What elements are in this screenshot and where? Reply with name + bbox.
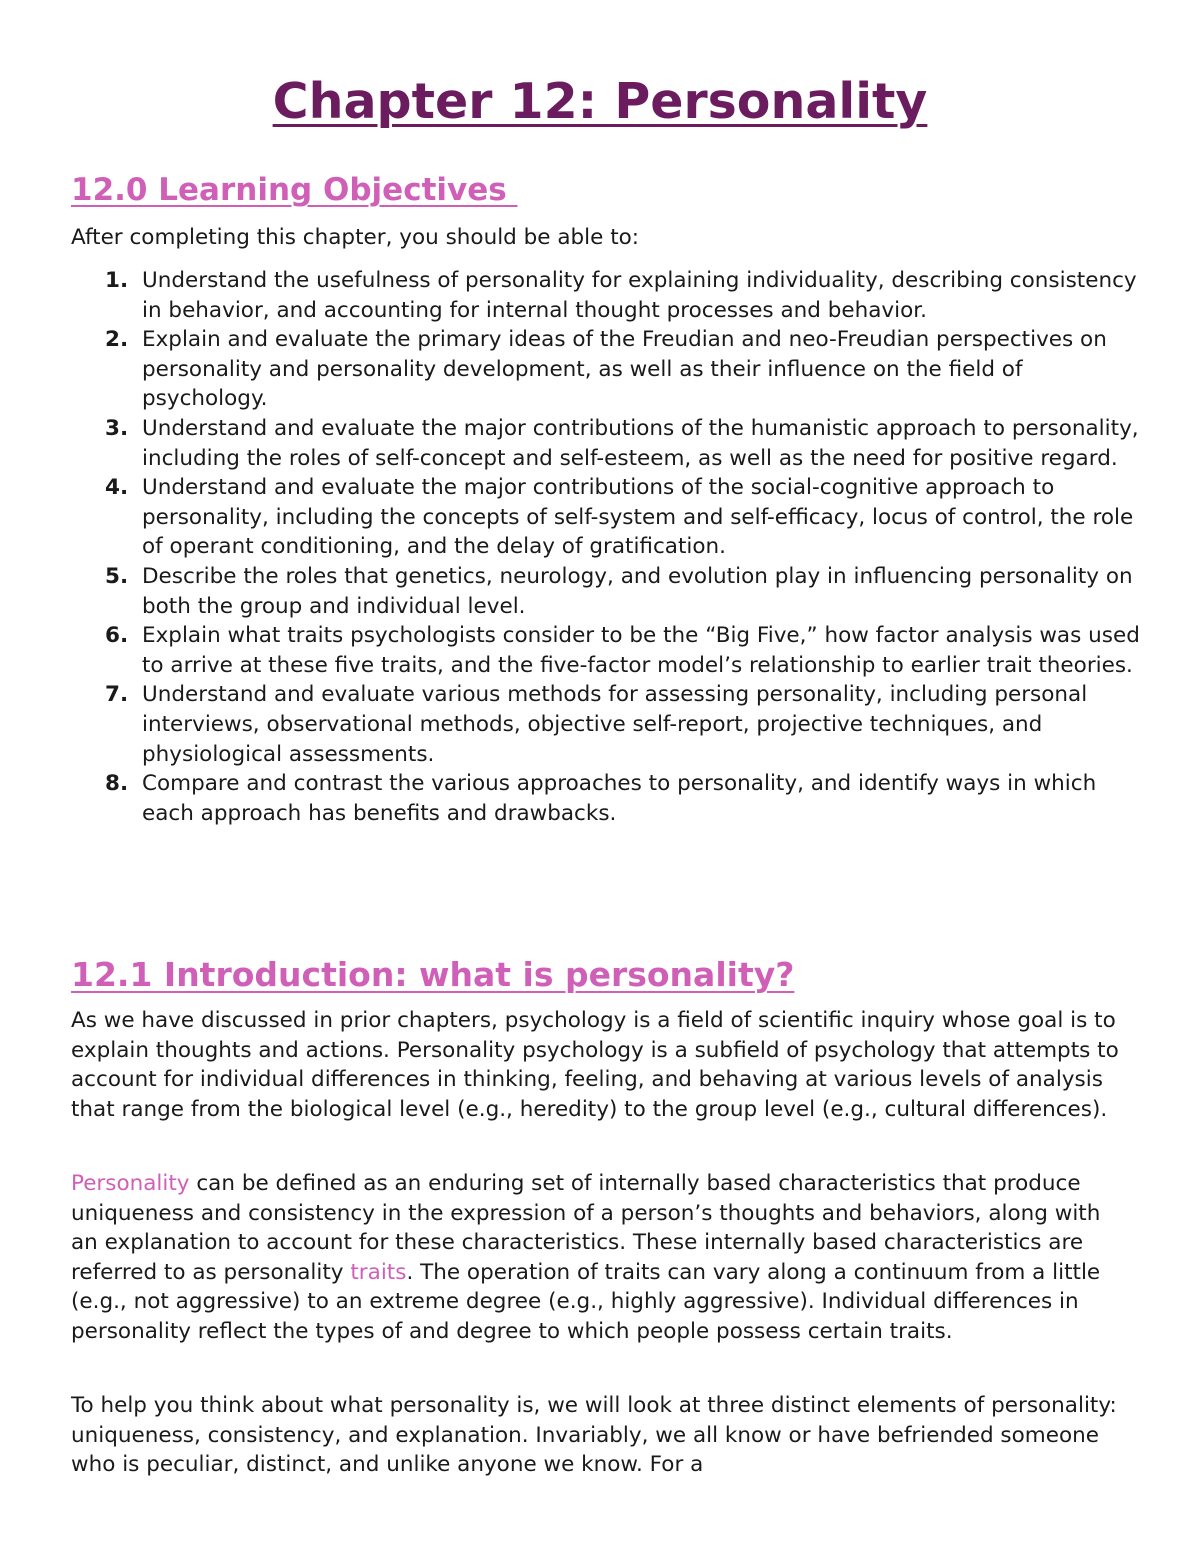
objective-number: 5. [105, 563, 129, 589]
objective-text: Understand and evaluate the major contributions of the social-cognitive approach to personality, including the concepts of self-system and self-efficacy, locus of control, the role of operant conditioning, and the delay of gratification. [142, 475, 1134, 560]
introduction-paragraph-3: To help you think about what personality is, we will look at three distinct elements of personality: uniqueness, consistency, and explanation. Invariably, we all know or have befriended someone who is peculiar, distinct, and unlike anyone we know. For a [71, 1393, 1117, 1478]
introduction-paragraph-1: As we have discussed in prior chapters, psychology is a field of scientific inquiry whose goal is to explain thoughts and actions. Personality psychology is a subfield of psychology that attempts to account for individual differences in thinking, feeling, and behaving at various levels of analysis that range from the biological level (e.g., heredity) to the group level (e.g., cultural differences). [71, 1008, 1119, 1122]
objective-number: 4. [105, 475, 129, 501]
objective-number: 3. [105, 415, 129, 441]
objective-item [71, 473, 1141, 562]
objective-number: 1. [105, 268, 129, 293]
paragraph-text: can be defined as an enduring set of internally based characteristics that produce uniqueness and consistency in the expression of a person’s thoughts and behaviors, along with an explanation to account for these characteristics. These internally based characteristics are referred to as personality [71, 1171, 1101, 1285]
objective-item [71, 562, 1141, 621]
paragraph-text: . The operation of traits can vary along a continuum from a little (e.g., not aggressive) to an extreme degree (e.g., highly aggressive). Individual differences in personality reflect the types of and degree to which people possess certain traits. [71, 1259, 1101, 1344]
objective-text: Understand the usefulness of personality for explaining individuality, describing consistency in behavior, and accounting for internal thought processes and behavior. [142, 268, 1137, 323]
objective-number: 7. [105, 682, 129, 708]
introduction-paragraph-2 [71, 1169, 1131, 1347]
objective-text: Describe the roles that genetics, neurology, and evolution play in influencing personality on both the group and individual level. [142, 563, 1133, 619]
objective-number: 6. [105, 623, 129, 649]
objective-text: Explain and evaluate the primary ideas of the Freudian and neo-Freudian perspectives on personality and personality development, as well as their influence on the field of psychology. [142, 327, 1107, 412]
objective-text: Understand and evaluate the major contributions of the humanistic approach to personality, including the roles of self-concept and self-esteem, as well as the need for positive regard. [142, 415, 1139, 471]
objective-item [71, 621, 1141, 680]
objective-number: 2. [105, 327, 129, 353]
objectives-list [71, 266, 1141, 828]
objective-item [71, 680, 1141, 769]
learning-objectives-heading: 12.0 Learning Objectives [71, 172, 518, 208]
term-personality: Personality [71, 1171, 190, 1196]
objective-text: Compare and contrast the various approaches to personality, and identify ways in which each approach has benefits and drawbacks. [142, 771, 1097, 826]
chapter-title: Chapter 12: Personality [272, 73, 928, 130]
introduction-heading: 12.1 Introduction: what is personality? [71, 955, 795, 994]
objective-item [71, 414, 1141, 473]
term-traits: traits [350, 1259, 407, 1285]
objective-number: 8. [105, 771, 129, 797]
objective-item [71, 266, 1141, 325]
objective-item [71, 769, 1141, 828]
objective-text: Explain what traits psychologists consider to be the “Big Five,” how factor analysis was used to arrive at these five traits, and the five-factor model’s relationship to earlier trait theories. [142, 623, 1140, 678]
objective-text: Understand and evaluate various methods for assessing personality, including personal interviews, observational methods, objective self-report, projective techniques, and physiological assessments. [142, 682, 1088, 767]
objective-item [71, 325, 1141, 414]
objectives-intro: After completing this chapter, you should be able to: [71, 225, 640, 250]
